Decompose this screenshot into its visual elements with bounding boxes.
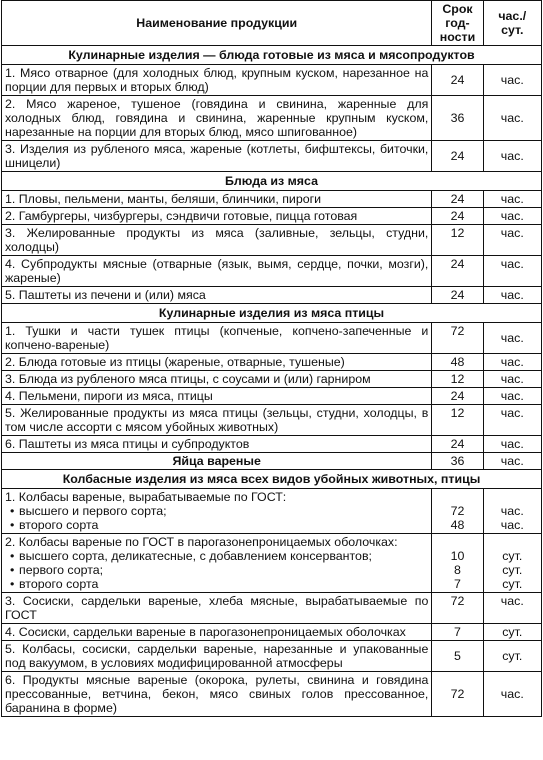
term-value: 24 (432, 191, 483, 208)
unit-value: час. (483, 225, 541, 256)
term-value: 36 (432, 96, 483, 141)
product-subitem: • высшего сорта, деликатесные, с добавлением консервантов; (5, 549, 428, 563)
product-name: 2. Блюда готовые из птицы (жареные, отварные, тушеные) (2, 354, 432, 371)
column-header-term (432, 1, 483, 46)
product-name: 6. Продукты мясные вареные (окорока, рулеты, свинина и говядина прессованные, ветчина, бекон, мясо свиных голов прессованное, баранина в форме) (2, 672, 432, 717)
unit-cell (483, 489, 541, 534)
term-value: 8 (454, 563, 461, 577)
term-value: 72 (450, 504, 465, 518)
product-name: 2. Мясо жареное, тушеное (говядина и свинина, жаренные для холодных блюд, говядина и свинина, жаренные крупным куском, нарезанные на порции для вторых блюд, мясо шпигованное) (2, 96, 432, 141)
table-row (2, 65, 542, 96)
product-name-cell (2, 489, 432, 534)
column-header-unit-line: час./ (498, 9, 527, 23)
table-row (2, 405, 542, 436)
product-name: 2. Гамбургеры, чизбургеры, сэндвичи готовые, пицца готовая (2, 208, 432, 225)
section-title: Яйца вареные (2, 453, 432, 470)
table-header-row (2, 1, 542, 46)
product-subitem: • второго сорта (5, 577, 428, 591)
section-header-row (2, 304, 542, 323)
table-row (2, 371, 542, 388)
table-row (2, 489, 542, 534)
section-title: Кулинарные изделия из мяса птицы (2, 304, 542, 323)
unit-value: час. (483, 96, 541, 141)
table-row (2, 624, 542, 641)
section-header-row (2, 46, 542, 65)
table-row (2, 388, 542, 405)
section-title: Кулинарные изделия — блюда готовые из мяса и мясопродуктов (2, 46, 542, 65)
unit-value: час. (500, 504, 524, 518)
product-name: 1. Тушки и части тушек птицы (копченые, копчено-запеченные и копчено-вареные) (2, 323, 432, 354)
term-value: 12 (432, 405, 483, 436)
term-value: 24 (432, 208, 483, 225)
unit-value: час. (483, 593, 541, 624)
section-header-row (2, 470, 542, 489)
term-value: 72 (432, 593, 483, 624)
unit-value: сут. (502, 577, 523, 591)
unit-value: час. (483, 371, 541, 388)
term-value: 7 (454, 577, 461, 591)
unit-value: час. (483, 208, 541, 225)
term-value: 12 (432, 371, 483, 388)
term-cell (432, 489, 483, 534)
section-title: Блюда из мяса (2, 172, 542, 191)
unit-value: час. (483, 65, 541, 96)
table-row (2, 141, 542, 172)
unit-cell (483, 534, 541, 593)
table-row (2, 225, 542, 256)
unit-value: час. (483, 672, 541, 717)
table-row (2, 436, 542, 453)
column-header-unit-line: сут. (501, 23, 524, 37)
term-value: 36 (432, 453, 483, 470)
term-value: 24 (432, 436, 483, 453)
term-value: 24 (432, 287, 483, 304)
column-header-term-line: Срок (442, 2, 473, 16)
product-name: 3. Желированные продукты из мяса (заливные, зельцы, студни, холодцы) (2, 225, 432, 256)
table-row (2, 593, 542, 624)
product-name: 3. Блюда из рубленого мяса птицы, с соусами и (или) гарниром (2, 371, 432, 388)
table-row (2, 323, 542, 354)
product-name: 2. Колбасы вареные по ГОСТ в парогазонепроницаемых оболочках: (5, 535, 398, 549)
term-value: 24 (432, 141, 483, 172)
product-name: 6. Паштеты из мяса птицы и субпродуктов (2, 436, 432, 453)
product-name: 4. Субпродукты мясные (отварные (язык, вымя, сердце, почки, мозги), жареные) (2, 256, 432, 287)
term-value: 24 (432, 388, 483, 405)
table-row (2, 354, 542, 371)
product-name: 5. Колбасы, сосиски, сардельки вареные, нарезанные и упакованные под вакуумом, в условиях модифицированной атмосферы (2, 641, 432, 672)
product-name: 4. Пельмени, пироги из мяса, птицы (2, 388, 432, 405)
product-name: 5. Желированные продукты из мяса птицы (зельцы, студни, холодцы, в том числе ассорти с мясом убойных животных) (2, 405, 432, 436)
unit-value: час. (483, 388, 541, 405)
term-value: 72 (432, 672, 483, 717)
column-header-term-line: год- (445, 16, 470, 30)
table-row (2, 641, 542, 672)
term-cell (432, 534, 483, 593)
unit-value: сут. (483, 624, 541, 641)
section-header-row (2, 172, 542, 191)
unit-value: сут. (502, 549, 523, 563)
product-name: 3. Сосиски, сардельки вареные, хлеба мясные, вырабатываемые по ГОСТ (2, 593, 432, 624)
unit-value: сут. (483, 641, 541, 672)
table-row (2, 287, 542, 304)
term-value: 7 (432, 624, 483, 641)
unit-value: час. (483, 256, 541, 287)
product-name: 1. Пловы, пельмени, манты, беляши, блинчики, пироги (2, 191, 432, 208)
table-row (2, 208, 542, 225)
product-name: 5. Паштеты из печени и (или) мяса (2, 287, 432, 304)
term-value: 24 (432, 256, 483, 287)
unit-value: час. (483, 354, 541, 371)
table-row (2, 96, 542, 141)
term-value: 10 (450, 549, 465, 563)
term-value: 24 (432, 65, 483, 96)
term-value: 12 (432, 225, 483, 256)
table-row (2, 191, 542, 208)
product-name: 1. Колбасы вареные, вырабатываемые по ГОСТ: (5, 490, 287, 504)
shelf-life-table (1, 0, 542, 717)
product-subitem: • высшего и первого сорта; (5, 504, 428, 518)
product-subitem: • первого сорта; (5, 563, 428, 577)
table-row (2, 672, 542, 717)
unit-value: час. (483, 141, 541, 172)
column-header-unit (483, 1, 541, 46)
term-value: 48 (450, 518, 465, 532)
unit-value: час. (483, 405, 541, 436)
table-row (2, 534, 542, 593)
column-header-term-line: ности (439, 30, 476, 44)
unit-value: час. (483, 436, 541, 453)
column-header-name: Наименование продукции (2, 1, 432, 46)
unit-value: сут. (502, 563, 523, 577)
unit-value: час. (483, 453, 541, 470)
term-value: 72 (432, 323, 483, 354)
table-row (2, 453, 542, 470)
product-name: 1. Мясо отварное (для холодных блюд, крупным куском, нарезанное на порции для первых и вторых блюд) (2, 65, 432, 96)
product-name-cell (2, 534, 432, 593)
product-name: 4. Сосиски, сардельки вареные в парогазонепроницаемых оболочках (2, 624, 432, 641)
unit-value: час. (483, 191, 541, 208)
product-subitem: • второго сорта (5, 518, 428, 532)
product-name: 3. Изделия из рубленого мяса, жареные (котлеты, бифштексы, биточки, шницели) (2, 141, 432, 172)
section-title: Колбасные изделия из мяса всех видов убойных животных, птицы (2, 470, 542, 489)
term-value: 5 (432, 641, 483, 672)
unit-value: час. (500, 518, 524, 532)
term-value: 48 (432, 354, 483, 371)
unit-value: час. (483, 287, 541, 304)
unit-value: час. (483, 323, 541, 354)
table-row (2, 256, 542, 287)
